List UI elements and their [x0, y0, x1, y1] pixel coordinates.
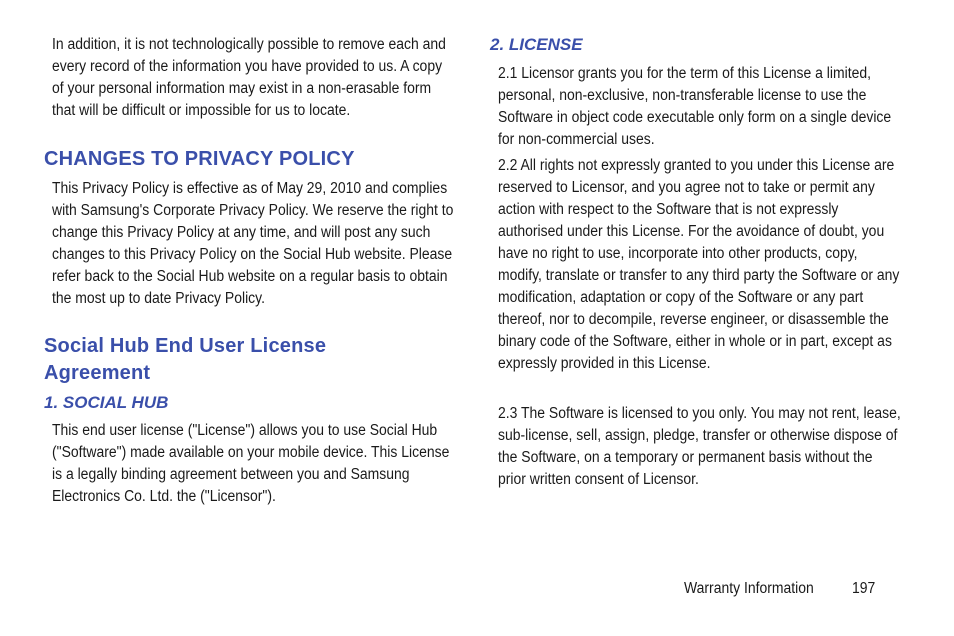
social-hub-paragraph: This end user license ("License") allows you to use Social Hub ("Software") made available on your mobile device. This License is a legally binding agreement between you and Samsung Electronics Co. Ltd. the ("Licensor"). [52, 422, 450, 505]
license-heading: 2. LICENSE [490, 35, 583, 54]
page-number: 197 [852, 580, 876, 597]
clause-2-3: 2.3 The Software is licensed to you only. You may not rent, lease, sub-license, sell, assign, pledge, transfer or otherwise dispose of the Software, on a temporary or permanent basis without the prior written consent of Licensor. [498, 405, 901, 488]
privacy-paragraph: This Privacy Policy is effective as of May 29, 2010 and complies with Samsung's Corporate Privacy Policy. We reserve the right to change this Privacy Policy at any time, and will post any such changes to this Privacy Policy on the Social Hub website. Please refer back to the Social Hub website on a regular basis to obtain the most up to date Privacy Policy. [52, 180, 454, 307]
social-hub-heading: 1. SOCIAL HUB [44, 393, 169, 412]
privacy-heading: CHANGES TO PRIVACY POLICY [44, 148, 355, 170]
footer-section-label: Warranty Information [684, 580, 814, 597]
eula-heading-line1: Social Hub End User License [44, 335, 327, 357]
eula-heading [44, 333, 326, 387]
clause-2-2: 2.2 All rights not expressly granted to you under this License are reserved to Licensor, and you agree not to take or permit any action with respect to the Software that is not expressly authorised under this License. For the avoidance of doubt, you have no right to use, incorporate into other products, copy, modify, translate or transfer to any third party the Software or any modification, adaptation or copy of the Software or any part thereof, nor to decompile, reverse engineer, or disassemble the binary code of the Software, either in whole or in part, except as expressly provided in this License. [498, 157, 900, 372]
clause-2-1: 2.1 Licensor grants you for the term of this License a limited, personal, non-exclusive, non-transferable license to use the Software in object code executable only form on a single device for non-commercial uses. [498, 65, 892, 148]
eula-heading-line2: Agreement [44, 362, 151, 384]
intro-paragraph: In addition, it is not technologically possible to remove each and every record of the information you have provided to us. A copy of your personal information may exist in a non-erasable form that will be difficult or impossible for us to locate. [52, 36, 446, 119]
